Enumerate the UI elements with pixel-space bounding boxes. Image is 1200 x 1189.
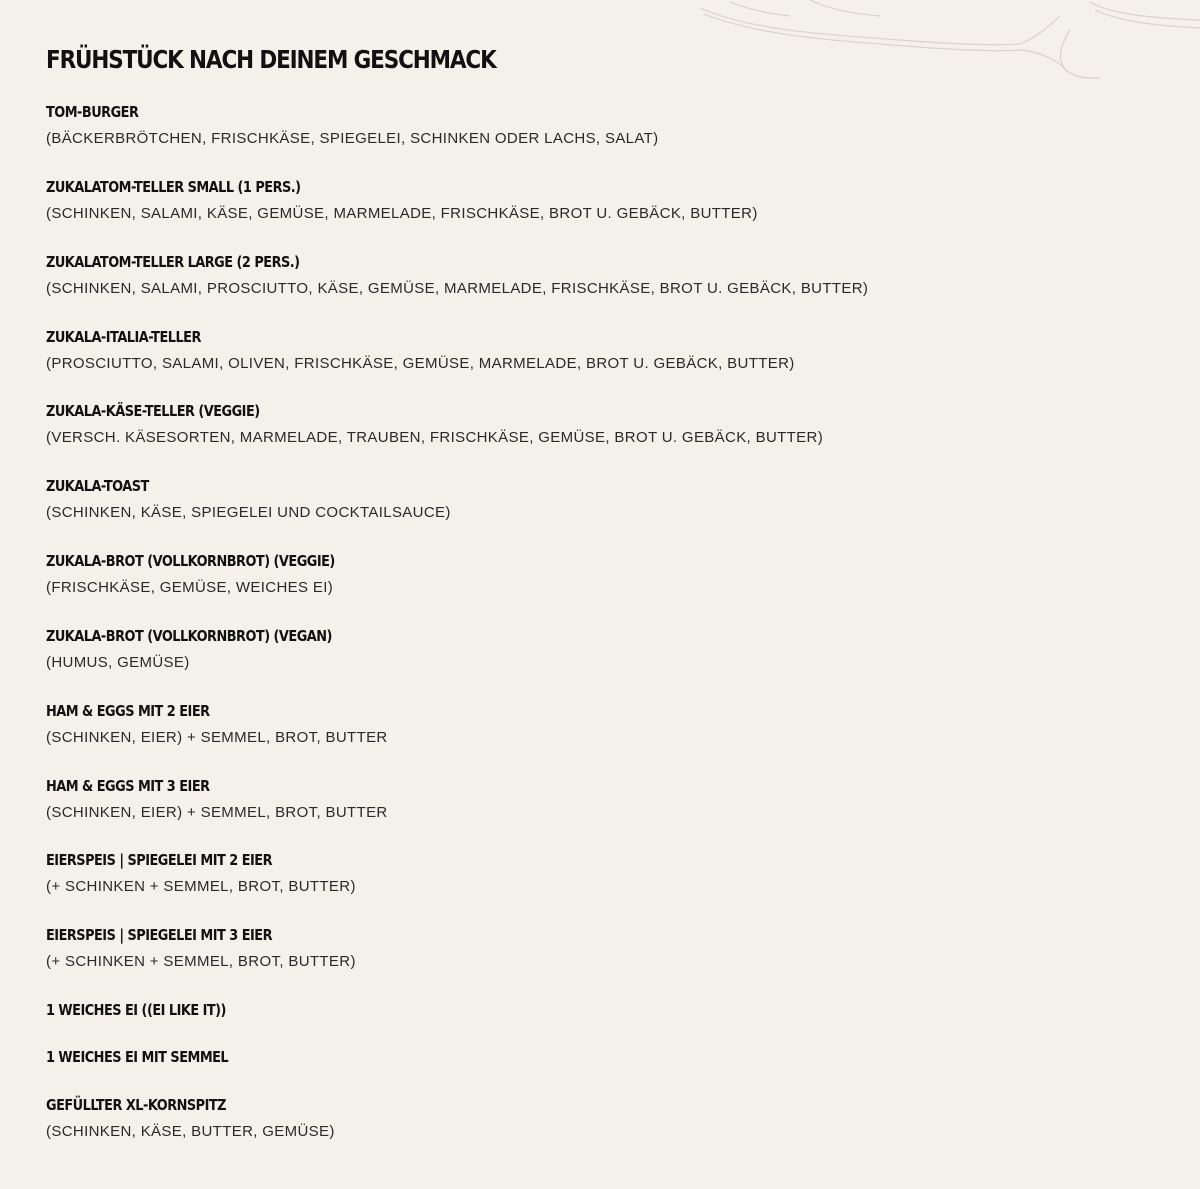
menu-item-name: EIERSPEIS | SPIEGELEI MIT 2 EIER — [46, 851, 273, 869]
menu-item-weiches-ei-semmel — [46, 1046, 1146, 1068]
menu-item-zukalatom-teller-small — [46, 176, 1146, 224]
menu-item-ham-eggs-2 — [46, 700, 1146, 748]
menu-item-description: (SCHINKEN, SALAMI, PROSCIUTTO, KÄSE, GEMÜSE, MARMELADE, FRISCHKÄSE, BROT U. GEBÄCK, BUTTER) — [46, 280, 869, 297]
menu-item-description: (SCHINKEN, SALAMI, KÄSE, GEMÜSE, MARMELADE, FRISCHKÄSE, BROT U. GEBÄCK, BUTTER) — [46, 205, 758, 222]
menu-item-name: ZUKALATOM-TELLER LARGE (2 PERS.) — [46, 253, 300, 271]
menu-item-name: 1 WEICHES EI ((EI LIKE IT)) — [46, 1001, 226, 1019]
menu-item-eierspeis-2 — [46, 849, 1146, 897]
menu-item-zukala-brot-vegan — [46, 625, 1146, 673]
menu-item-description: (+ SCHINKEN + SEMMEL, BROT, BUTTER) — [46, 953, 356, 970]
menu-item-description: (VERSCH. KÄSESORTEN, MARMELADE, TRAUBEN, FRISCHKÄSE, GEMÜSE, BROT U. GEBÄCK, BUTTER) — [46, 429, 824, 446]
menu-item-name: ZUKALA-TOAST — [46, 477, 149, 495]
menu-title: FRÜHSTÜCK NACH DEINEM GESCHMACK — [46, 45, 496, 74]
menu-item-zukala-toast — [46, 475, 1146, 523]
menu-item-name: HAM & EGGS MIT 2 EIER — [46, 702, 210, 720]
menu-item-zukalatom-teller-large — [46, 251, 1146, 299]
menu-item-description: (HUMUS, GEMÜSE) — [46, 654, 190, 671]
menu-item-description: (SCHINKEN, EIER) + SEMMEL, BROT, BUTTER — [46, 804, 388, 821]
menu-item-description: (FRISCHKÄSE, GEMÜSE, WEICHES EI) — [46, 579, 334, 596]
menu-item-ham-eggs-3 — [46, 775, 1146, 823]
menu-item-name: EIERSPEIS | SPIEGELEI MIT 3 EIER — [46, 926, 273, 944]
menu-item-name: ZUKALA-BROT (VOLLKORNBROT) (VEGAN) — [46, 627, 332, 645]
menu-item-name: TOM-BURGER — [46, 103, 139, 121]
menu-item-zukala-kaese-teller — [46, 400, 1146, 448]
menu-item-tom-burger — [46, 101, 1146, 149]
menu-item-name: ZUKALA-KÄSE-TELLER (VEGGIE) — [46, 402, 260, 420]
menu-item-name: ZUKALA-ITALIA-TELLER — [46, 328, 201, 346]
menu-item-description: (PROSCIUTTO, SALAMI, OLIVEN, FRISCHKÄSE, GEMÜSE, MARMELADE, BROT U. GEBÄCK, BUTTER) — [46, 355, 795, 372]
menu-item-description: (SCHINKEN, KÄSE, SPIEGELEI UND COCKTAILSAUCE) — [46, 504, 451, 521]
menu-item-zukala-italia-teller — [46, 326, 1146, 374]
menu-item-eierspeis-3 — [46, 924, 1146, 972]
menu-item-name: HAM & EGGS MIT 3 EIER — [46, 777, 210, 795]
menu-item-xl-kornspitz — [46, 1094, 1146, 1142]
spoon-sketch-icon — [690, 0, 1200, 80]
menu-item-description: (SCHINKEN, KÄSE, BUTTER, GEMÜSE) — [46, 1123, 335, 1140]
menu-item-zukala-brot-veggie — [46, 550, 1146, 598]
menu-item-name: ZUKALA-BROT (VOLLKORNBROT) (VEGGIE) — [46, 552, 335, 570]
menu-item-name: 1 WEICHES EI MIT SEMMEL — [46, 1048, 229, 1066]
menu-item-name: GEFÜLLTER XL-KORNSPITZ — [46, 1096, 227, 1114]
menu-item-description: (SCHINKEN, EIER) + SEMMEL, BROT, BUTTER — [46, 729, 388, 746]
menu-item-weiches-ei — [46, 999, 1146, 1021]
menu-item-description: (+ SCHINKEN + SEMMEL, BROT, BUTTER) — [46, 878, 356, 895]
menu-item-description: (BÄCKERBRÖTCHEN, FRISCHKÄSE, SPIEGELEI, SCHINKEN ODER LACHS, SALAT) — [46, 130, 659, 147]
menu-item-name: ZUKALATOM-TELLER SMALL (1 PERS.) — [46, 178, 301, 196]
